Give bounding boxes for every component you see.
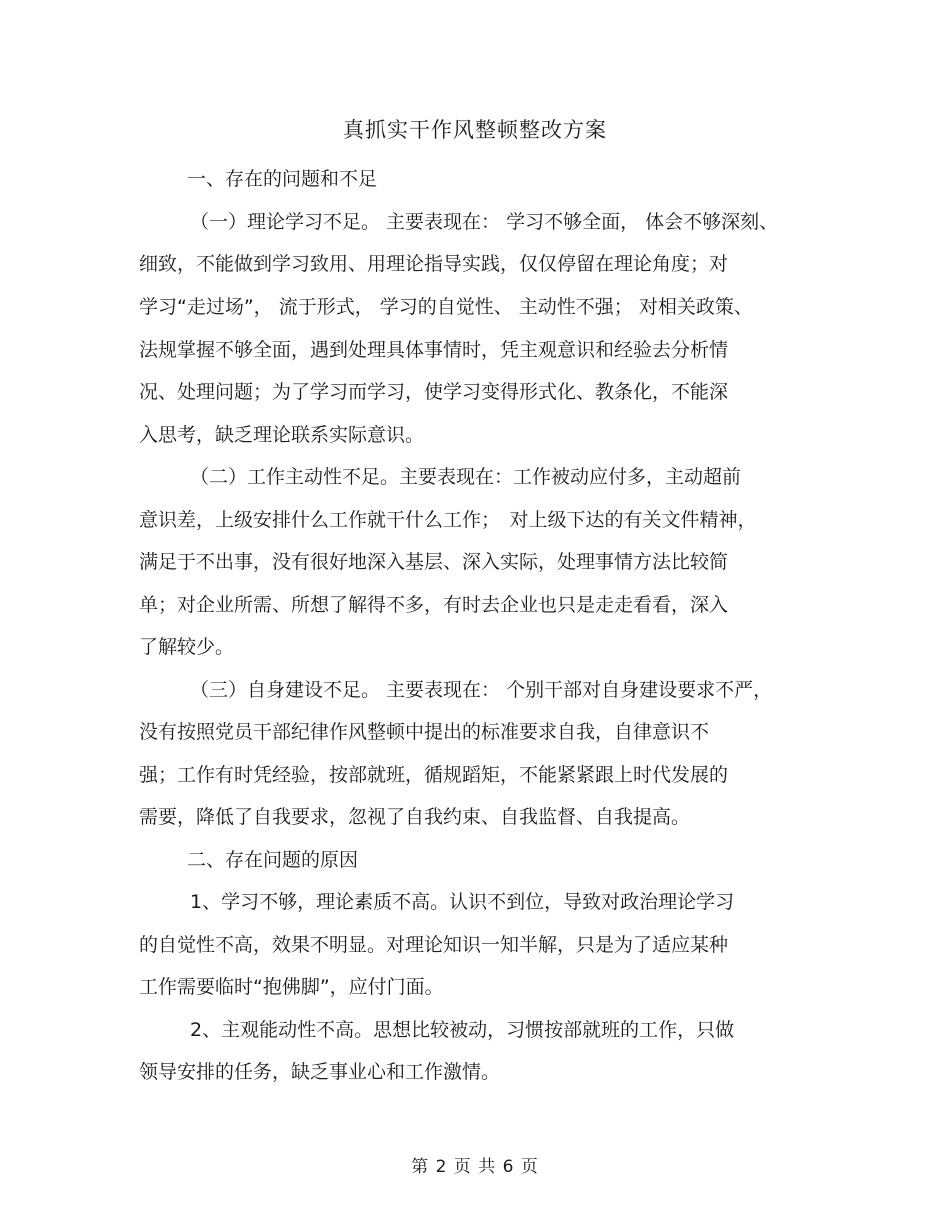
section-heading-2: 二、存在问题的原因 [187, 849, 359, 871]
paragraph-line: 学习“走过场”， 流于形式， 学习的自觉性、 主动性不强； 对相关政策、 [139, 296, 753, 318]
paragraph-line: 的自觉性不高，效果不明显。对理论知识一知半解，只是为了适应某种 [139, 934, 729, 956]
paragraph-line: 满足于不出事，没有很好地深入基层、深入实际，处理事情方法比较简 [139, 551, 729, 573]
paragraph-line: 单；对企业所需、所想了解得不多，有时去企业也只是走走看看，深入 [139, 594, 729, 616]
paragraph-line: （三）自身建设不足。 主要表现在： 个别干部对自身建设要求不严， [190, 679, 773, 701]
paragraph-line: 强；工作有时凭经验，按部就班，循规蹈矩，不能紧紧跟上时代发展的 [139, 764, 729, 786]
paragraph-line: （一）理论学习不足。 主要表现在： 学习不够全面， 体会不够深刻、 [190, 211, 779, 233]
paragraph-line: 没有按照党员干部纪律作风整顿中提出的标准要求自我，自律意识不 [139, 721, 710, 743]
paragraph-line: 需要，降低了自我要求，忽视了自我约束、自我监督、自我提高。 [139, 806, 691, 828]
page-number-footer: 第 2 页 共 6 页 [411, 1157, 539, 1177]
paragraph-line: 况、处理问题；为了学习而学习，使学习变得形式化、教条化，不能深 [139, 381, 729, 403]
paragraph-line: 意识差，上级安排什么工作就干什么工作； 对上级下达的有关文件精神， [139, 509, 757, 531]
paragraph-line: 入思考，缺乏理论联系实际意识。 [139, 424, 425, 446]
paragraph-line: 1、学习不够，理论素质不高。认识不到位，导致对政治理论学习 [190, 891, 735, 913]
paragraph-line: 工作需要临时“抱佛脚”，应付门面。 [139, 976, 444, 998]
section-heading-1: 一、存在的问题和不足 [187, 168, 378, 190]
paragraph-line: （二）工作主动性不足。主要表现在：工作被动应付多，主动超前 [190, 466, 742, 488]
paragraph-line: 领导安排的任务，缺乏事业心和工作激情。 [139, 1061, 501, 1083]
paragraph-line: 了解较少。 [139, 636, 235, 658]
paragraph-line: 2、主观能动性不高。思想比较被动，习惯按部就班的工作，只做 [190, 1019, 735, 1041]
document-title: 真抓实干作风整顿整改方案 [343, 118, 607, 142]
paragraph-line: 法规掌握不够全面，遇到处理具体事情时，凭主观意识和经验去分析情 [139, 339, 729, 361]
paragraph-line: 细致，不能做到学习致用、用理论指导实践，仅仅停留在理论角度；对 [139, 253, 729, 275]
